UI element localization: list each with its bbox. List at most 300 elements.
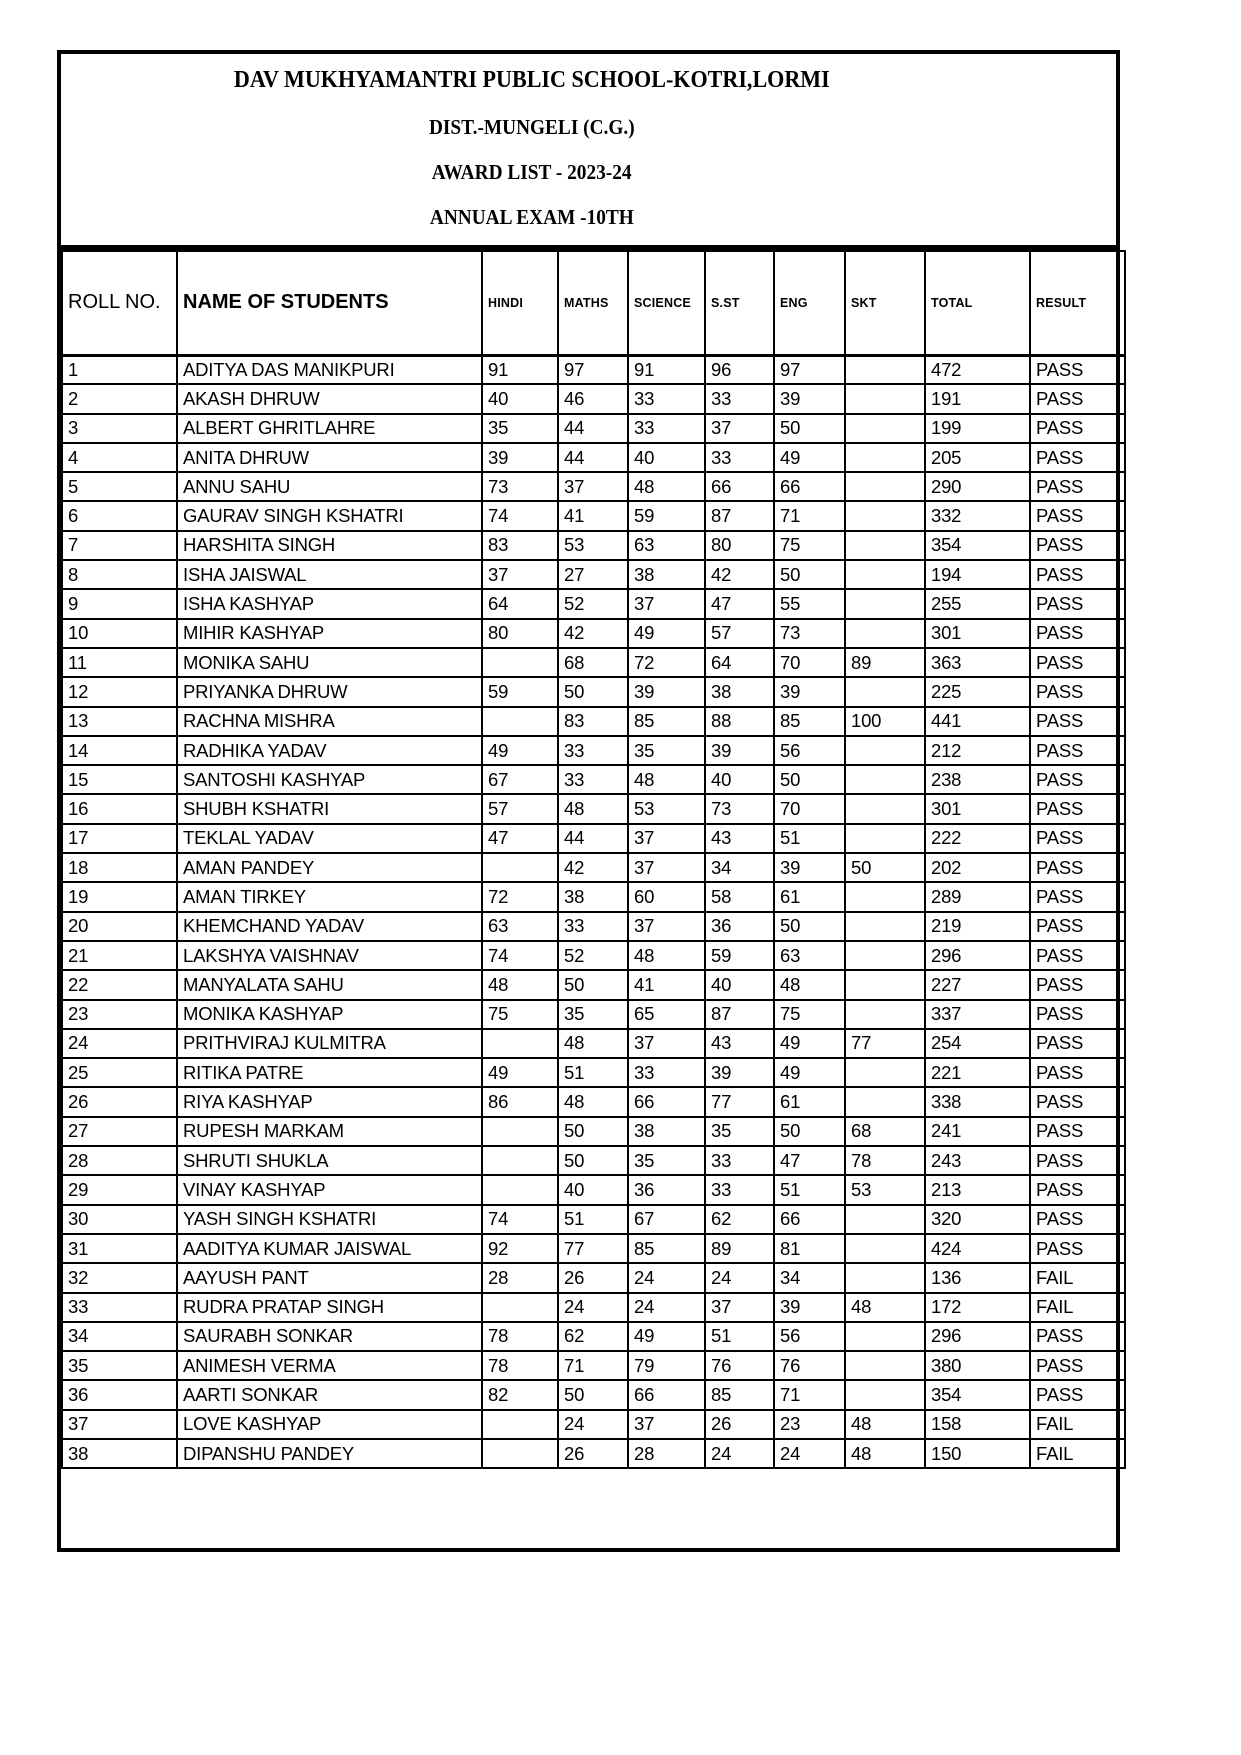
cell-result: PASS	[1030, 1175, 1125, 1204]
cell-sst: 35	[705, 1117, 774, 1146]
cell-name: LAKSHYA VAISHNAV	[177, 941, 482, 970]
district-text: DIST.-MUNGELI (C.G.)	[428, 114, 635, 139]
cell-name: ANNU SAHU	[177, 472, 482, 501]
cell-skt: 68	[845, 1117, 925, 1146]
cell-name: RUPESH MARKAM	[177, 1117, 482, 1146]
cell-science: 36	[628, 1175, 705, 1204]
cell-sst: 87	[705, 501, 774, 530]
cell-skt	[845, 1322, 925, 1351]
cell-result: PASS	[1030, 765, 1125, 794]
cell-name: AAYUSH PANT	[177, 1263, 482, 1292]
cell-result: PASS	[1030, 589, 1125, 618]
cell-hindi: 28	[482, 1263, 558, 1292]
cell-hindi	[482, 1439, 558, 1468]
cell-roll: 33	[62, 1293, 177, 1322]
cell-roll: 38	[62, 1439, 177, 1468]
column-header-sst: S.ST	[705, 251, 774, 355]
cell-skt	[845, 824, 925, 853]
cell-sst: 57	[705, 619, 774, 648]
cell-roll: 19	[62, 882, 177, 911]
cell-result: PASS	[1030, 736, 1125, 765]
cell-result: PASS	[1030, 414, 1125, 443]
cell-sst: 88	[705, 707, 774, 736]
cell-total: 212	[925, 736, 1030, 765]
cell-roll: 24	[62, 1029, 177, 1058]
cell-sst: 40	[705, 970, 774, 999]
cell-maths: 37	[558, 472, 628, 501]
cell-science: 72	[628, 648, 705, 677]
cell-sst: 24	[705, 1263, 774, 1292]
table-row	[62, 531, 1125, 560]
cell-total: 238	[925, 765, 1030, 794]
cell-science: 37	[628, 853, 705, 882]
cell-eng: 39	[774, 384, 845, 413]
cell-eng: 51	[774, 824, 845, 853]
cell-roll: 1	[62, 355, 177, 384]
cell-result: PASS	[1030, 472, 1125, 501]
cell-eng: 39	[774, 853, 845, 882]
cell-name: KHEMCHAND YADAV	[177, 912, 482, 941]
cell-maths: 50	[558, 970, 628, 999]
column-header-skt: SKT	[845, 251, 925, 355]
cell-result: PASS	[1030, 1058, 1125, 1087]
cell-science: 63	[628, 531, 705, 560]
cell-roll: 27	[62, 1117, 177, 1146]
cell-sst: 43	[705, 1029, 774, 1058]
cell-roll: 20	[62, 912, 177, 941]
cell-total: 424	[925, 1234, 1030, 1263]
cell-hindi: 82	[482, 1380, 558, 1409]
cell-sst: 59	[705, 941, 774, 970]
cell-name: ANIMESH VERMA	[177, 1351, 482, 1380]
district-line	[61, 116, 1002, 139]
cell-maths: 33	[558, 765, 628, 794]
cell-name: RADHIKA YADAV	[177, 736, 482, 765]
cell-sst: 96	[705, 355, 774, 384]
cell-result: PASS	[1030, 1380, 1125, 1409]
cell-maths: 27	[558, 560, 628, 589]
cell-name: LOVE KASHYAP	[177, 1410, 482, 1439]
cell-skt	[845, 677, 925, 706]
cell-eng: 66	[774, 472, 845, 501]
cell-hindi: 74	[482, 501, 558, 530]
cell-total: 225	[925, 677, 1030, 706]
cell-maths: 24	[558, 1410, 628, 1439]
cell-hindi: 57	[482, 794, 558, 823]
table-row	[62, 941, 1125, 970]
cell-hindi: 91	[482, 355, 558, 384]
cell-roll: 7	[62, 531, 177, 560]
cell-eng: 39	[774, 1293, 845, 1322]
cell-result: PASS	[1030, 1087, 1125, 1116]
award-table	[61, 250, 1126, 1469]
cell-total: 158	[925, 1410, 1030, 1439]
cell-total: 221	[925, 1058, 1030, 1087]
cell-total: 296	[925, 941, 1030, 970]
cell-maths: 51	[558, 1205, 628, 1234]
cell-result: PASS	[1030, 824, 1125, 853]
cell-total: 172	[925, 1293, 1030, 1322]
cell-hindi: 48	[482, 970, 558, 999]
cell-eng: 49	[774, 1058, 845, 1087]
cell-skt	[845, 794, 925, 823]
cell-total: 363	[925, 648, 1030, 677]
cell-hindi	[482, 648, 558, 677]
cell-eng: 61	[774, 1087, 845, 1116]
cell-roll: 16	[62, 794, 177, 823]
cell-skt	[845, 619, 925, 648]
column-header-name: NAME OF STUDENTS	[177, 251, 482, 355]
cell-result: PASS	[1030, 1000, 1125, 1029]
column-header-roll: ROLL NO.	[62, 251, 177, 355]
cell-science: 38	[628, 1117, 705, 1146]
cell-name: ISHA KASHYAP	[177, 589, 482, 618]
cell-eng: 55	[774, 589, 845, 618]
cell-eng: 63	[774, 941, 845, 970]
cell-maths: 48	[558, 794, 628, 823]
cell-science: 24	[628, 1263, 705, 1292]
table-row	[62, 648, 1125, 677]
table-row	[62, 912, 1125, 941]
cell-skt	[845, 1234, 925, 1263]
cell-maths: 52	[558, 941, 628, 970]
cell-maths: 44	[558, 443, 628, 472]
cell-eng: 70	[774, 648, 845, 677]
table-row	[62, 1029, 1125, 1058]
cell-eng: 75	[774, 531, 845, 560]
cell-roll: 28	[62, 1146, 177, 1175]
table-row	[62, 472, 1125, 501]
cell-result: PASS	[1030, 882, 1125, 911]
cell-eng: 70	[774, 794, 845, 823]
cell-sst: 89	[705, 1234, 774, 1263]
cell-result: PASS	[1030, 1029, 1125, 1058]
cell-science: 49	[628, 619, 705, 648]
cell-skt	[845, 941, 925, 970]
cell-skt	[845, 384, 925, 413]
cell-skt	[845, 736, 925, 765]
cell-roll: 36	[62, 1380, 177, 1409]
cell-skt	[845, 501, 925, 530]
cell-hindi: 49	[482, 736, 558, 765]
cell-eng: 34	[774, 1263, 845, 1292]
cell-eng: 66	[774, 1205, 845, 1234]
cell-roll: 2	[62, 384, 177, 413]
header-row	[62, 251, 1125, 355]
cell-roll: 3	[62, 414, 177, 443]
cell-hindi	[482, 1175, 558, 1204]
cell-name: MANYALATA SAHU	[177, 970, 482, 999]
cell-sst: 37	[705, 1293, 774, 1322]
cell-roll: 22	[62, 970, 177, 999]
cell-maths: 62	[558, 1322, 628, 1351]
cell-roll: 11	[62, 648, 177, 677]
cell-skt	[845, 414, 925, 443]
cell-roll: 37	[62, 1410, 177, 1439]
cell-maths: 42	[558, 853, 628, 882]
table-row	[62, 794, 1125, 823]
cell-name: AARTI SONKAR	[177, 1380, 482, 1409]
cell-maths: 35	[558, 1000, 628, 1029]
column-header-result: RESULT	[1030, 251, 1125, 355]
cell-name: AMAN TIRKEY	[177, 882, 482, 911]
cell-result: PASS	[1030, 619, 1125, 648]
table-row	[62, 560, 1125, 589]
cell-sst: 33	[705, 443, 774, 472]
cell-sst: 40	[705, 765, 774, 794]
table-row	[62, 677, 1125, 706]
cell-skt	[845, 1351, 925, 1380]
cell-science: 41	[628, 970, 705, 999]
cell-name: PRITHVIRAJ KULMITRA	[177, 1029, 482, 1058]
cell-sst: 26	[705, 1410, 774, 1439]
cell-maths: 26	[558, 1439, 628, 1468]
cell-sst: 62	[705, 1205, 774, 1234]
cell-eng: 56	[774, 736, 845, 765]
cell-science: 24	[628, 1293, 705, 1322]
cell-maths: 41	[558, 501, 628, 530]
cell-name: AADITYA KUMAR JAISWAL	[177, 1234, 482, 1263]
cell-skt	[845, 472, 925, 501]
table-row	[62, 1087, 1125, 1116]
cell-hindi: 75	[482, 1000, 558, 1029]
cell-maths: 46	[558, 384, 628, 413]
cell-result: PASS	[1030, 443, 1125, 472]
cell-skt: 50	[845, 853, 925, 882]
cell-skt	[845, 560, 925, 589]
cell-sst: 76	[705, 1351, 774, 1380]
cell-eng: 56	[774, 1322, 845, 1351]
table-row	[62, 1351, 1125, 1380]
cell-total: 338	[925, 1087, 1030, 1116]
table-row	[62, 1117, 1125, 1146]
cell-science: 49	[628, 1322, 705, 1351]
cell-eng: 39	[774, 677, 845, 706]
cell-total: 290	[925, 472, 1030, 501]
cell-maths: 50	[558, 1380, 628, 1409]
cell-sst: 80	[705, 531, 774, 560]
cell-skt: 78	[845, 1146, 925, 1175]
cell-total: 205	[925, 443, 1030, 472]
cell-result: PASS	[1030, 384, 1125, 413]
table-body	[62, 355, 1125, 1468]
cell-hindi: 92	[482, 1234, 558, 1263]
cell-roll: 25	[62, 1058, 177, 1087]
cell-total: 255	[925, 589, 1030, 618]
cell-total: 380	[925, 1351, 1030, 1380]
cell-result: PASS	[1030, 560, 1125, 589]
cell-eng: 47	[774, 1146, 845, 1175]
cell-result: PASS	[1030, 912, 1125, 941]
table-row	[62, 414, 1125, 443]
cell-name: VINAY KASHYAP	[177, 1175, 482, 1204]
cell-science: 59	[628, 501, 705, 530]
cell-skt	[845, 1000, 925, 1029]
cell-name: TEKLAL YADAV	[177, 824, 482, 853]
cell-roll: 18	[62, 853, 177, 882]
table-row	[62, 1410, 1125, 1439]
school-name	[61, 67, 1002, 93]
cell-sst: 51	[705, 1322, 774, 1351]
cell-eng: 73	[774, 619, 845, 648]
cell-science: 39	[628, 677, 705, 706]
cell-maths: 42	[558, 619, 628, 648]
cell-sst: 87	[705, 1000, 774, 1029]
cell-hindi	[482, 1293, 558, 1322]
cell-name: RITIKA PATRE	[177, 1058, 482, 1087]
cell-science: 37	[628, 589, 705, 618]
cell-maths: 83	[558, 707, 628, 736]
cell-total: 354	[925, 531, 1030, 560]
cell-eng: 50	[774, 912, 845, 941]
table-row	[62, 1175, 1125, 1204]
award-list-title	[61, 161, 1002, 184]
cell-hindi: 40	[482, 384, 558, 413]
cell-science: 37	[628, 824, 705, 853]
cell-roll: 35	[62, 1351, 177, 1380]
cell-eng: 50	[774, 414, 845, 443]
cell-roll: 29	[62, 1175, 177, 1204]
cell-science: 37	[628, 912, 705, 941]
cell-name: RACHNA MISHRA	[177, 707, 482, 736]
cell-total: 301	[925, 794, 1030, 823]
cell-result: PASS	[1030, 677, 1125, 706]
cell-maths: 52	[558, 589, 628, 618]
cell-skt: 48	[845, 1439, 925, 1468]
table-row	[62, 589, 1125, 618]
cell-hindi: 86	[482, 1087, 558, 1116]
cell-science: 66	[628, 1380, 705, 1409]
cell-eng: 49	[774, 1029, 845, 1058]
cell-sst: 39	[705, 1058, 774, 1087]
cell-name: AMAN PANDEY	[177, 853, 482, 882]
table-row	[62, 1146, 1125, 1175]
cell-result: PASS	[1030, 1322, 1125, 1351]
table-row	[62, 384, 1125, 413]
cell-name: GAURAV SINGH KSHATRI	[177, 501, 482, 530]
cell-hindi: 59	[482, 677, 558, 706]
cell-hindi	[482, 853, 558, 882]
cell-eng: 75	[774, 1000, 845, 1029]
cell-sst: 33	[705, 1146, 774, 1175]
cell-science: 35	[628, 736, 705, 765]
cell-science: 48	[628, 765, 705, 794]
table-row	[62, 824, 1125, 853]
cell-maths: 44	[558, 414, 628, 443]
cell-eng: 50	[774, 560, 845, 589]
cell-total: 354	[925, 1380, 1030, 1409]
table-row	[62, 765, 1125, 794]
column-header-hindi: HINDI	[482, 251, 558, 355]
cell-sst: 33	[705, 1175, 774, 1204]
cell-maths: 33	[558, 736, 628, 765]
cell-result: PASS	[1030, 1146, 1125, 1175]
cell-result: PASS	[1030, 355, 1125, 384]
cell-skt	[845, 912, 925, 941]
cell-maths: 51	[558, 1058, 628, 1087]
table-row	[62, 1205, 1125, 1234]
table-row	[62, 1322, 1125, 1351]
cell-science: 53	[628, 794, 705, 823]
cell-sst: 58	[705, 882, 774, 911]
cell-result: PASS	[1030, 1351, 1125, 1380]
cell-sst: 42	[705, 560, 774, 589]
cell-total: 332	[925, 501, 1030, 530]
cell-roll: 32	[62, 1263, 177, 1292]
cell-result: FAIL	[1030, 1263, 1125, 1292]
column-header-eng: ENG	[774, 251, 845, 355]
cell-roll: 12	[62, 677, 177, 706]
cell-total: 301	[925, 619, 1030, 648]
cell-roll: 15	[62, 765, 177, 794]
cell-hindi: 63	[482, 912, 558, 941]
cell-total: 241	[925, 1117, 1030, 1146]
cell-sst: 33	[705, 384, 774, 413]
cell-total: 243	[925, 1146, 1030, 1175]
cell-roll: 31	[62, 1234, 177, 1263]
cell-hindi: 37	[482, 560, 558, 589]
cell-name: HARSHITA SINGH	[177, 531, 482, 560]
table-row	[62, 1234, 1125, 1263]
cell-eng: 49	[774, 443, 845, 472]
cell-eng: 76	[774, 1351, 845, 1380]
cell-sst: 85	[705, 1380, 774, 1409]
cell-skt: 48	[845, 1293, 925, 1322]
cell-hindi: 74	[482, 941, 558, 970]
cell-eng: 50	[774, 1117, 845, 1146]
cell-roll: 26	[62, 1087, 177, 1116]
cell-total: 289	[925, 882, 1030, 911]
cell-name: SHUBH KSHATRI	[177, 794, 482, 823]
cell-science: 66	[628, 1087, 705, 1116]
table-row	[62, 707, 1125, 736]
cell-sst: 36	[705, 912, 774, 941]
cell-name: ADITYA DAS MANIKPURI	[177, 355, 482, 384]
cell-hindi: 47	[482, 824, 558, 853]
cell-sst: 24	[705, 1439, 774, 1468]
cell-result: PASS	[1030, 941, 1125, 970]
cell-skt: 48	[845, 1410, 925, 1439]
cell-total: 441	[925, 707, 1030, 736]
table-row	[62, 1058, 1125, 1087]
cell-total: 472	[925, 355, 1030, 384]
table-row	[62, 1439, 1125, 1468]
cell-skt	[845, 589, 925, 618]
cell-total: 202	[925, 853, 1030, 882]
cell-science: 37	[628, 1410, 705, 1439]
cell-result: PASS	[1030, 794, 1125, 823]
cell-skt	[845, 1263, 925, 1292]
table-row	[62, 882, 1125, 911]
cell-total: 320	[925, 1205, 1030, 1234]
cell-sst: 39	[705, 736, 774, 765]
cell-science: 33	[628, 414, 705, 443]
cell-eng: 85	[774, 707, 845, 736]
cell-name: RIYA KASHYAP	[177, 1087, 482, 1116]
cell-skt	[845, 355, 925, 384]
cell-skt: 100	[845, 707, 925, 736]
cell-hindi	[482, 1410, 558, 1439]
cell-eng: 23	[774, 1410, 845, 1439]
cell-total: 296	[925, 1322, 1030, 1351]
table-row	[62, 853, 1125, 882]
cell-eng: 71	[774, 1380, 845, 1409]
cell-science: 67	[628, 1205, 705, 1234]
cell-name: YASH SINGH KSHATRI	[177, 1205, 482, 1234]
cell-maths: 26	[558, 1263, 628, 1292]
cell-total: 222	[925, 824, 1030, 853]
cell-science: 91	[628, 355, 705, 384]
